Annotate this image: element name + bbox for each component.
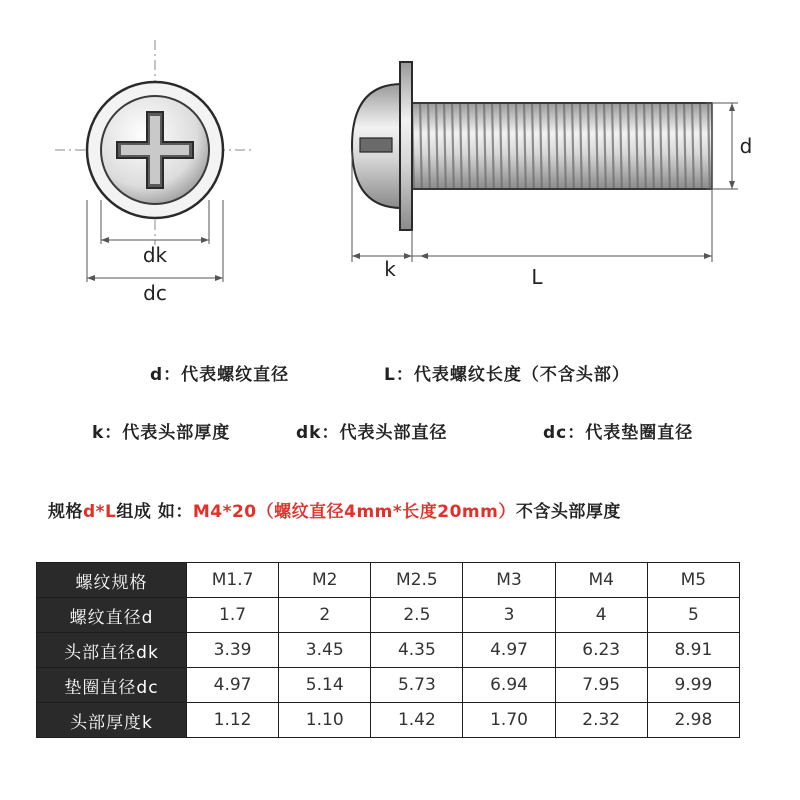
table-row xyxy=(37,703,740,738)
dc-label: dc xyxy=(143,281,167,305)
row-header: 螺纹直径d xyxy=(37,598,187,633)
table-cell: 5.14 xyxy=(279,668,371,703)
legend-d: d：代表螺纹直径 xyxy=(150,365,290,385)
washer-flange xyxy=(400,62,412,230)
legend-row-1 xyxy=(0,360,800,390)
table-cell: 2.32 xyxy=(555,703,647,738)
table-cell: 5.73 xyxy=(371,668,463,703)
table-cell: M2 xyxy=(279,563,371,598)
table-cell: 9.99 xyxy=(647,668,739,703)
row-header: 螺纹规格 xyxy=(37,563,187,598)
table-cell: 8.91 xyxy=(647,633,739,668)
legend-L: L：代表螺纹长度（不含头部） xyxy=(384,365,630,385)
legend-dc: dc：代表垫圈直径 xyxy=(543,423,694,443)
side-view xyxy=(352,62,752,289)
row-header: 头部直径dk xyxy=(37,633,187,668)
table-row xyxy=(37,563,740,598)
table-cell: 5 xyxy=(647,598,739,633)
row-header: 头部厚度k xyxy=(37,703,187,738)
table-cell: 3.45 xyxy=(279,633,371,668)
table-cell: 6.94 xyxy=(463,668,555,703)
table-cell: 4.35 xyxy=(371,633,463,668)
table-cell: M2.5 xyxy=(371,563,463,598)
table-cell: 2.98 xyxy=(647,703,739,738)
row-header: 垫圈直径dc xyxy=(37,668,187,703)
table-cell: 3.39 xyxy=(187,633,279,668)
top-view xyxy=(55,40,255,305)
screw-technical-drawing xyxy=(0,0,800,340)
table-cell: 1.10 xyxy=(279,703,371,738)
table-cell: 4.97 xyxy=(463,633,555,668)
table-cell: M1.7 xyxy=(187,563,279,598)
legend-dk: dk：代表头部直径 xyxy=(296,423,448,443)
table-cell: 2.5 xyxy=(371,598,463,633)
table-cell: 1.12 xyxy=(187,703,279,738)
table-cell: 1.7 xyxy=(187,598,279,633)
table-cell: 4.97 xyxy=(187,668,279,703)
spec-suffix: 不含头部厚度 xyxy=(515,502,621,522)
table-cell: 1.70 xyxy=(463,703,555,738)
thread-pattern xyxy=(412,103,712,189)
k-label: k xyxy=(384,257,396,281)
d-label: d xyxy=(739,134,753,158)
table-row xyxy=(37,598,740,633)
L-label: L xyxy=(531,265,543,289)
legend-k: k：代表头部厚度 xyxy=(92,423,231,443)
spec-table xyxy=(36,562,740,738)
spec-middle: 组成 如： xyxy=(116,502,193,522)
table-row xyxy=(37,668,740,703)
spec-example: M4*20（螺纹直径4mm*长度20mm） xyxy=(192,502,516,522)
table-cell: 4 xyxy=(555,598,647,633)
table-cell: M3 xyxy=(463,563,555,598)
spec-formula: d*L xyxy=(83,502,117,522)
table-cell: M4 xyxy=(555,563,647,598)
dk-label: dk xyxy=(142,243,168,267)
spec-prefix: 规格 xyxy=(48,502,83,522)
table-cell: M5 xyxy=(647,563,739,598)
table-row xyxy=(37,633,740,668)
table-cell: 3 xyxy=(463,598,555,633)
spec-explanation xyxy=(48,497,621,522)
table-cell: 6.23 xyxy=(555,633,647,668)
table-cell: 2 xyxy=(279,598,371,633)
table-cell: 7.95 xyxy=(555,668,647,703)
head-recess-slot xyxy=(360,138,392,152)
legend-row-2 xyxy=(0,418,800,448)
table-cell: 1.42 xyxy=(371,703,463,738)
